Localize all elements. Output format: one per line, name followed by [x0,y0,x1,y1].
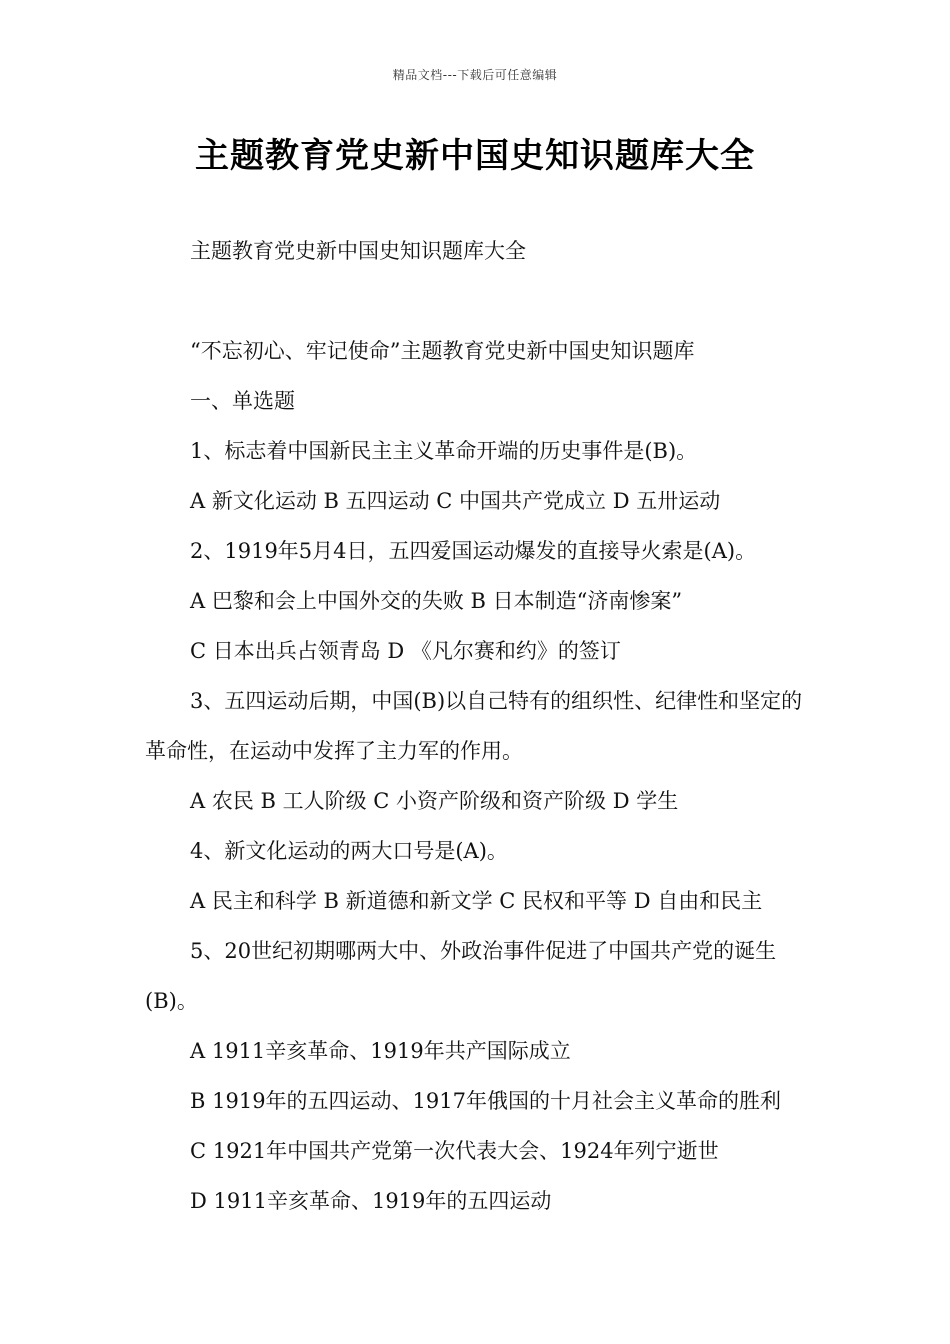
paragraph-line: “不忘初心、牢记使命”主题教育党史新中国史知识题库 [190,339,695,363]
section-heading: 一、单选题 [190,389,295,413]
document-title: 主题教育党史新中国史知识题库大全 [195,136,755,176]
options-2b: C 日本出兵占领青岛 D 《凡尔赛和约》的签订 [190,639,621,663]
question-4: 4、新文化运动的两大口号是(A)。 [190,839,508,863]
question-1: 1、标志着中国新民主主义革命开端的历史事件是(B)。 [190,439,698,463]
question-5: 5、20世纪初期哪两大中、外政治事件促进了中国共产党的诞生(B)。 [145,939,777,1013]
options-4: A 民主和科学 B 新道德和新文学 C 民权和平等 D 自由和民主 [190,889,763,913]
options-5b: B 1919年的五四运动、1917年俄国的十月社会主义革命的胜利 [190,1089,781,1113]
subtitle-line: 主题教育党史新中国史知识题库大全 [190,239,526,263]
options-5c: C 1921年中国共产党第一次代表大会、1924年列宁逝世 [190,1139,719,1163]
options-5a: A 1911辛亥革命、1919年共产国际成立 [190,1039,571,1063]
question-2: 2、1919年5月4日，五四爱国运动爆发的直接导火索是(A)。 [190,539,757,563]
options-1: A 新文化运动 B 五四运动 C 中国共产党成立 D 五卅运动 [190,489,721,513]
options-3: A 农民 B 工人阶级 C 小资产阶级和资产阶级 D 学生 [190,789,679,813]
options-5d: D 1911辛亥革命、1919年的五四运动 [190,1189,552,1213]
options-2a: A 巴黎和会上中国外交的失败 B 日本制造“济南惨案” [190,589,683,613]
page-header: 精品文档---下载后可任意编辑 [392,68,558,82]
question-3: 3、五四运动后期，中国(B)以自己特有的组织性、纪律性和坚定的革命性，在运动中发挥了主力军的作用。 [145,689,803,763]
